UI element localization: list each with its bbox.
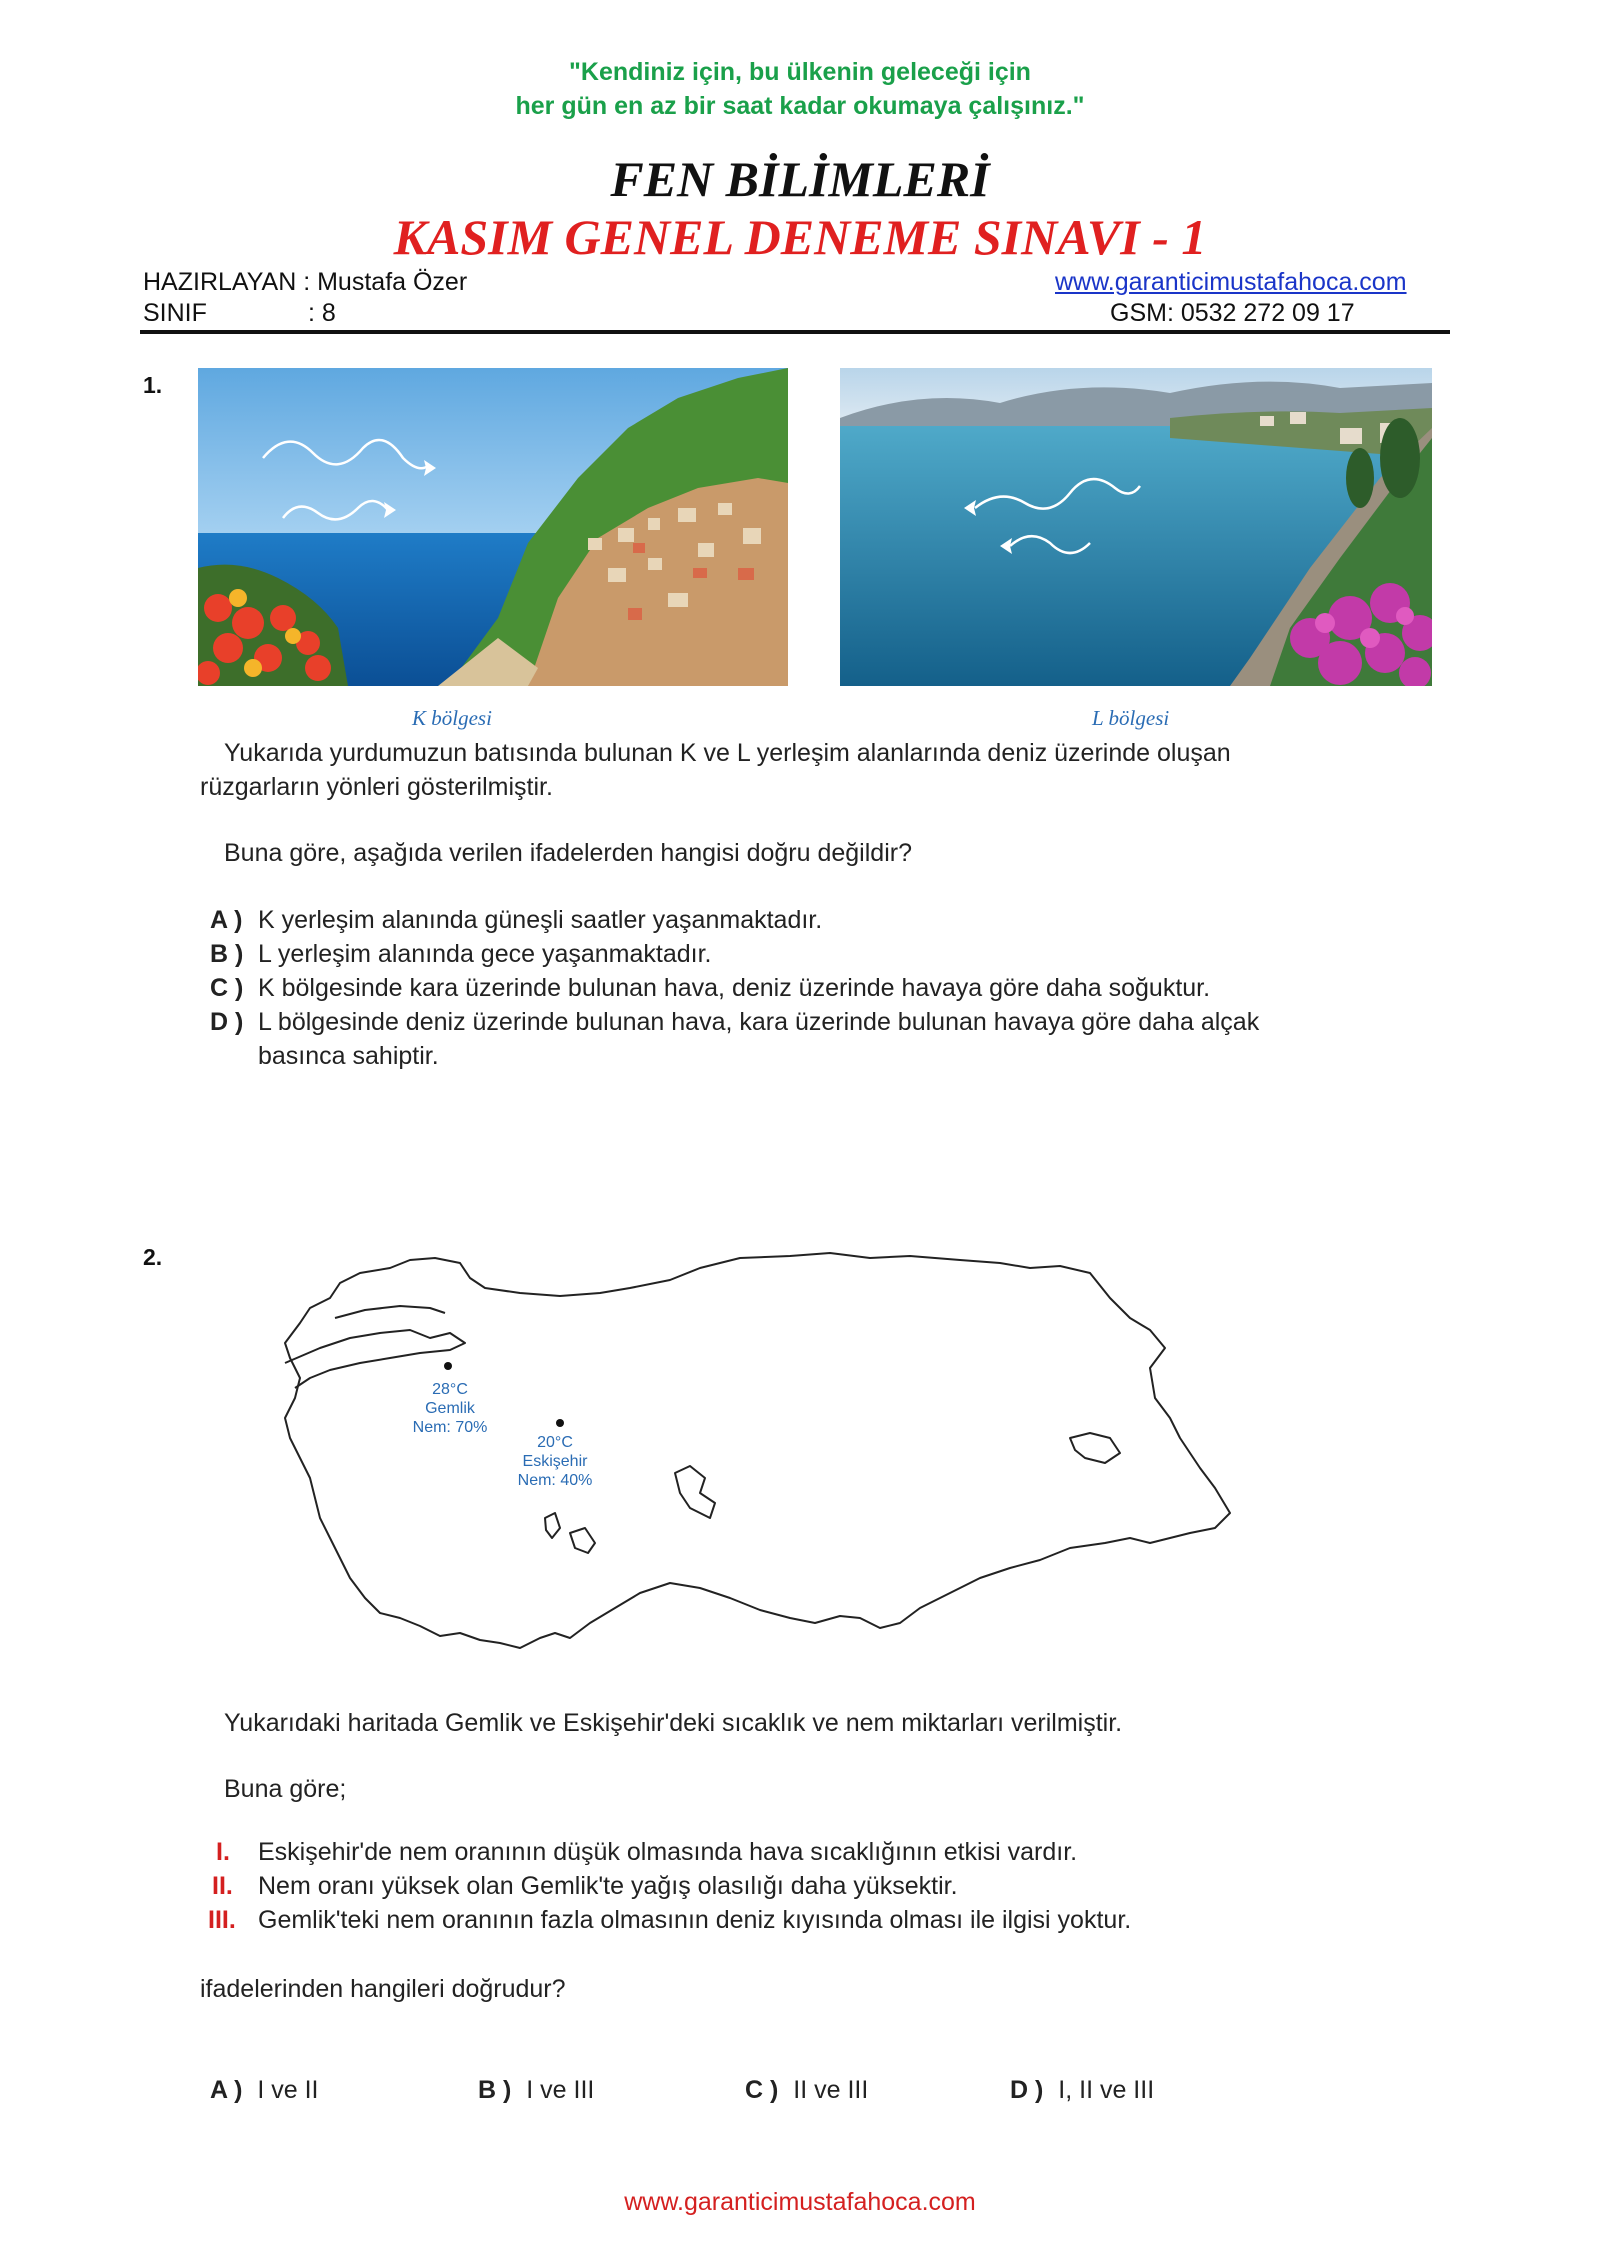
q2-option-b-text: I ve III <box>526 2076 595 2104</box>
q2-statement-3-text: Gemlik'teki nem oranının fazla olmasının deniz kıyısında olması ile ilgisi yoktur. <box>258 1906 1132 1934</box>
eskisehir-temp: 20°C <box>537 1434 573 1451</box>
q2-question: ifadelerinden hangileri doğrudur? <box>200 1975 566 2003</box>
website-link[interactable]: www.garanticimustafahoca.com <box>1055 268 1407 296</box>
q1-option-c-text: K bölgesinde kara üzerinde bulunan hava, deniz üzerinde havaya göre daha soğuktur. <box>258 974 1211 1002</box>
q1-option-b-letter: B ) <box>210 940 244 968</box>
eskisehir-name: Eskişehir <box>522 1453 588 1470</box>
phone-number: GSM: 0532 272 09 17 <box>1110 299 1355 327</box>
subject-title: FEN BİLİMLERİ <box>610 151 990 207</box>
q2-option-c-letter: C ) <box>745 2076 779 2104</box>
q1-option-d-text-line2: basınca sahiptir. <box>258 1042 439 1070</box>
q1-option-a-letter: A ) <box>210 906 243 934</box>
exam-title: KASIM GENEL DENEME SINAVI - 1 <box>393 209 1207 265</box>
q2-statement-1-text: Eskişehir'de nem oranının düşük olmasında hava sıcaklığının etkisi vardır. <box>258 1838 1078 1866</box>
q2-statement-3 <box>208 1906 1132 1935</box>
q2-option-b-letter: B ) <box>478 2076 512 2104</box>
motto-line-2: her gün en az bir saat kadar okumaya çalışınız." <box>515 92 1085 120</box>
q2-lead: Buna göre; <box>224 1775 347 1803</box>
q1-question: Buna göre, aşağıda verilen ifadelerden hangisi doğru değildir? <box>224 839 912 867</box>
gemlik-name: Gemlik <box>425 1400 475 1417</box>
photo-k-region <box>198 368 788 686</box>
q2-option-d-text: I, II ve III <box>1058 2076 1155 2104</box>
q1-option-b-text: L yerleşim alanında gece yaşanmaktadır. <box>258 940 712 968</box>
q2-option-c[interactable] <box>745 2076 868 2105</box>
q1-option-d-letter: D ) <box>210 1008 244 1036</box>
gemlik-humidity: Nem: 70% <box>412 1419 488 1436</box>
caption-k: K bölgesi <box>412 706 492 730</box>
q2-statement-1-roman: I. <box>216 1838 230 1866</box>
caption-l: L bölgesi <box>1092 706 1170 730</box>
q2-statement-2 <box>212 1872 958 1901</box>
q2-stem: Yukarıdaki haritada Gemlik ve Eskişehir'deki sıcaklık ve nem miktarları verilmiştir. <box>224 1709 1123 1737</box>
q1-stem-line1: Yukarıda yurdumuzun batısında bulunan K ve L yerleşim alanlarında deniz üzerinde oluşan <box>224 739 1231 767</box>
q2-statement-3-roman: III. <box>208 1906 236 1934</box>
q1-stem-line2: rüzgarların yönleri gösterilmiştir. <box>200 773 553 801</box>
prepared-by: HAZIRLAYAN : Mustafa Özer <box>143 268 468 296</box>
footer-website[interactable]: www.garanticimustafahoca.com <box>624 2188 976 2216</box>
q1-option-b[interactable] <box>210 940 712 969</box>
q2-statement-1 <box>216 1838 1078 1867</box>
question-1-number: 1. <box>143 372 163 398</box>
q2-option-d[interactable] <box>1010 2076 1154 2105</box>
gemlik-temp: 28°C <box>432 1381 468 1398</box>
q1-option-c-letter: C ) <box>210 974 244 1002</box>
q2-option-b[interactable] <box>478 2076 594 2105</box>
q1-option-a-text: K yerleşim alanında güneşli saatler yaşanmaktadır. <box>258 906 823 934</box>
question-2-number: 2. <box>143 1244 163 1270</box>
q1-option-d[interactable] <box>210 1008 1260 1037</box>
q2-option-a[interactable] <box>210 2076 319 2105</box>
eskisehir-humidity: Nem: 40% <box>517 1472 593 1489</box>
q1-option-c[interactable] <box>210 974 1211 1003</box>
turkey-map <box>270 1238 1370 1678</box>
eskisehir-label <box>505 1433 605 1490</box>
q2-option-c-text: II ve III <box>793 2076 869 2104</box>
q2-statement-2-text: Nem oranı yüksek olan Gemlik'te yağış olasılığı daha yüksektir. <box>258 1872 958 1900</box>
q2-option-d-letter: D ) <box>1010 2076 1044 2104</box>
q2-option-a-letter: A ) <box>210 2076 243 2104</box>
photo-l-region <box>840 368 1432 686</box>
header-divider <box>140 330 1450 334</box>
class-value: : 8 <box>308 299 336 327</box>
gemlik-label <box>400 1380 500 1437</box>
motto-line-1: "Kendiniz için, bu ülkenin geleceği için <box>569 58 1031 86</box>
class-label: SINIF <box>143 299 207 327</box>
q2-option-a-text: I ve II <box>257 2076 319 2104</box>
q2-statement-2-roman: II. <box>212 1872 233 1900</box>
q1-option-a[interactable] <box>210 906 823 935</box>
q1-option-d-text: L bölgesinde deniz üzerinde bulunan hava, kara üzerinde bulunan havaya göre daha alçak <box>258 1008 1260 1036</box>
